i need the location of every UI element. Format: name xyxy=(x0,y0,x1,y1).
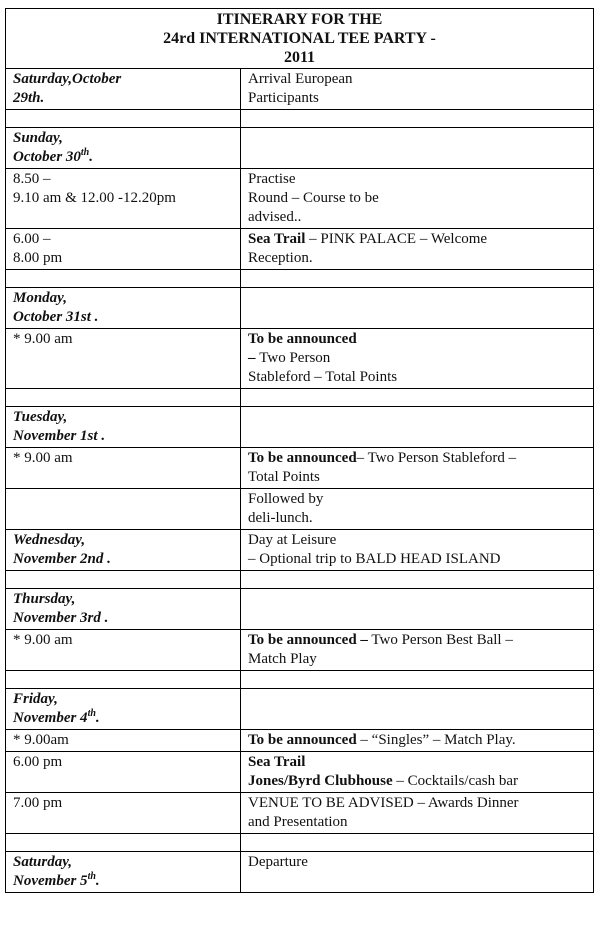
event-text: Jones/Byrd Clubhouse – Cocktails/cash bar xyxy=(248,773,519,789)
table-row xyxy=(6,752,594,793)
day-date: November 5th. xyxy=(13,871,100,889)
day-name: Wednesday, xyxy=(13,532,86,548)
event-text: Sea Trail – PINK PALACE – Welcome xyxy=(248,231,488,247)
title-line-3: 2011 xyxy=(283,49,316,66)
event-text: Participants xyxy=(248,90,319,106)
event-cell xyxy=(241,489,594,530)
time-cell xyxy=(6,229,241,270)
event-text: To be announced– Two Person Stableford – xyxy=(248,450,517,466)
day-cell xyxy=(6,128,241,169)
day-cell xyxy=(6,288,241,329)
day-date: November 4th. xyxy=(13,708,100,726)
spacer-row xyxy=(6,671,594,689)
day-cell xyxy=(6,407,241,448)
itinerary-title xyxy=(6,9,594,69)
event-text: Sea Trail xyxy=(248,754,306,770)
time-cell xyxy=(6,730,241,752)
event-text: To be announced xyxy=(248,331,357,347)
title-row xyxy=(6,9,594,69)
table-row xyxy=(6,128,594,169)
time-text: 9.10 am & 12.00 -12.20pm xyxy=(13,190,176,206)
event-cell xyxy=(241,448,594,489)
event-text: Match Play xyxy=(248,651,317,667)
event-text: Followed by xyxy=(248,491,324,507)
day-cell xyxy=(6,589,241,630)
itinerary-page xyxy=(5,8,593,893)
time-text: * 9.00 am xyxy=(13,450,73,466)
time-cell xyxy=(6,169,241,229)
time-text: 8.50 – xyxy=(13,171,51,187)
event-cell xyxy=(241,69,594,110)
day-date: November 3rd . xyxy=(13,610,109,626)
event-text: VENUE TO BE ADVISED – Awards Dinner xyxy=(248,795,519,811)
table-row xyxy=(6,69,594,110)
table-row xyxy=(6,169,594,229)
event-text: deli-lunch. xyxy=(248,510,313,526)
day-date: November 1st . xyxy=(13,428,106,444)
table-row xyxy=(6,329,594,389)
day-date: October 31st . xyxy=(13,309,99,325)
time-cell xyxy=(6,329,241,389)
event-text: To be announced – Two Person Best Ball – xyxy=(248,632,513,648)
table-row xyxy=(6,630,594,671)
event-text: – Two Person xyxy=(248,350,331,366)
event-text: Arrival European xyxy=(248,71,353,87)
event-cell xyxy=(241,407,594,448)
event-cell xyxy=(241,793,594,834)
time-text: 7.00 pm xyxy=(13,795,63,811)
day-cell xyxy=(6,530,241,571)
time-cell xyxy=(6,448,241,489)
spacer-row xyxy=(6,571,594,589)
event-cell xyxy=(241,128,594,169)
event-cell xyxy=(241,229,594,270)
title-line-1: ITINERARY FOR THE xyxy=(216,11,383,28)
event-text: Day at Leisure xyxy=(248,532,337,548)
spacer-row xyxy=(6,270,594,288)
table-row xyxy=(6,288,594,329)
event-text: Reception. xyxy=(248,250,313,266)
day-cell xyxy=(6,689,241,730)
table-row xyxy=(6,589,594,630)
event-cell xyxy=(241,589,594,630)
event-cell xyxy=(241,169,594,229)
spacer-row xyxy=(6,110,594,128)
event-cell xyxy=(241,630,594,671)
event-cell xyxy=(241,530,594,571)
day-date: November 2nd . xyxy=(13,551,111,567)
time-text: 8.00 pm xyxy=(13,250,63,266)
time-cell xyxy=(6,793,241,834)
table-row xyxy=(6,229,594,270)
table-row xyxy=(6,730,594,752)
time-cell xyxy=(6,489,241,530)
table-row xyxy=(6,407,594,448)
day-name: Monday, xyxy=(13,290,68,306)
table-row xyxy=(6,689,594,730)
event-cell xyxy=(241,752,594,793)
table-row xyxy=(6,448,594,489)
time-text: * 9.00 am xyxy=(13,632,73,648)
event-text: Stableford – Total Points xyxy=(248,369,398,385)
spacer-row xyxy=(6,389,594,407)
table-row xyxy=(6,530,594,571)
event-text: advised.. xyxy=(248,209,302,225)
event-cell xyxy=(241,730,594,752)
time-cell xyxy=(6,630,241,671)
event-cell xyxy=(241,329,594,389)
event-cell xyxy=(241,288,594,329)
day-cell xyxy=(6,69,241,110)
event-text: – Optional trip to BALD HEAD ISLAND xyxy=(248,551,501,567)
day-cell xyxy=(6,852,241,893)
time-text: 6.00 – xyxy=(13,231,51,247)
table-row xyxy=(6,793,594,834)
day-date: 29th. xyxy=(13,90,45,106)
event-text: Practise xyxy=(248,171,296,187)
day-name: Saturday, xyxy=(13,854,73,870)
day-name: Friday, xyxy=(13,691,58,707)
spacer-row xyxy=(6,834,594,852)
event-cell xyxy=(241,852,594,893)
event-cell xyxy=(241,689,594,730)
event-text: Total Points xyxy=(248,469,320,485)
time-text: * 9.00 am xyxy=(13,331,73,347)
time-text: 6.00 pm xyxy=(13,754,63,770)
table-row xyxy=(6,489,594,530)
table-row xyxy=(6,852,594,893)
event-text: Departure xyxy=(248,854,308,870)
time-text: * 9.00am xyxy=(13,732,69,748)
day-name: Tuesday, xyxy=(13,409,68,425)
event-text: To be announced – “Singles” – Match Play. xyxy=(248,732,516,748)
time-cell xyxy=(6,752,241,793)
day-name: Saturday,October xyxy=(13,71,122,87)
day-name: Thursday, xyxy=(13,591,76,607)
event-text: Round – Course to be xyxy=(248,190,379,206)
day-date: October 30th. xyxy=(13,147,93,165)
day-name: Sunday, xyxy=(13,130,63,146)
event-text: and Presentation xyxy=(248,814,348,830)
itinerary-table xyxy=(5,8,594,893)
title-line-2: 24rd INTERNATIONAL TEE PARTY - xyxy=(163,30,436,47)
